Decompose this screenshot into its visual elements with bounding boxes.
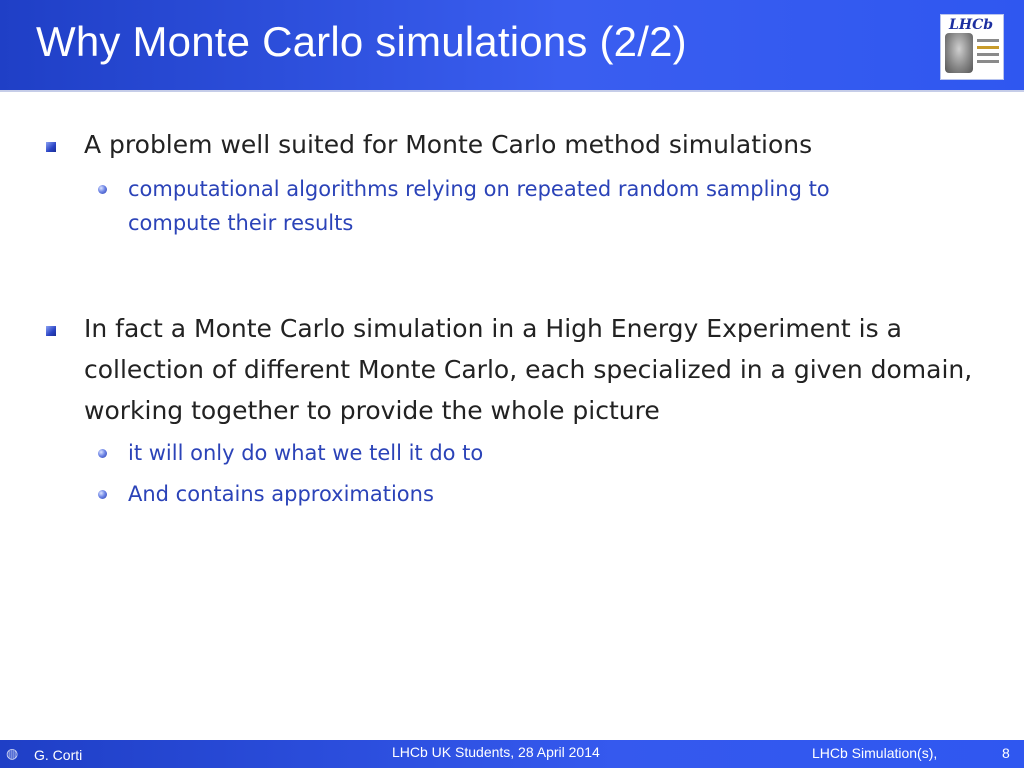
round-bullet-icon <box>98 185 107 194</box>
sub-bullet-text: computational algorithms relying on repeated random sampling to compute their results <box>128 177 830 235</box>
footer-event: LHCb UK Students, 28 April 2014 <box>392 744 600 760</box>
title-bar <box>0 0 1024 92</box>
bullet-text: A problem well suited for Monte Carlo method simulations <box>84 130 813 159</box>
logo-lines-icon <box>977 35 999 67</box>
footer-author: G. Corti <box>34 747 83 763</box>
logo-portrait-icon <box>945 33 973 73</box>
square-bullet-icon <box>46 326 56 336</box>
bullet-2 <box>84 308 1004 431</box>
square-bullet-icon <box>46 142 56 152</box>
page-number: 8 <box>1002 745 1010 761</box>
sub-bullet-1-1 <box>128 172 928 240</box>
round-bullet-icon <box>98 490 107 499</box>
lhcb-logo <box>940 14 1004 80</box>
sub-bullet-text: it will only do what we tell it do to <box>128 441 484 465</box>
sub-bullet-2-1 <box>128 436 928 470</box>
slide-title: Why Monte Carlo simulations (2/2) <box>36 18 687 65</box>
footer <box>0 740 1024 768</box>
bullet-text: In fact a Monte Carlo simulation in a High Energy Experiment is a collection of different Monte Carlo, each specialized in a given domain, working together to provide the whole picture <box>84 314 973 425</box>
logo-text: LHCb <box>949 17 994 33</box>
bullet-1 <box>84 124 964 165</box>
round-bullet-icon <box>98 449 107 458</box>
sub-bullet-text: And contains approximations <box>128 482 434 506</box>
sub-bullet-2-2 <box>128 477 928 511</box>
globe-icon: ◍ <box>6 745 19 761</box>
footer-topic: LHCb Simulation(s), <box>812 745 938 761</box>
